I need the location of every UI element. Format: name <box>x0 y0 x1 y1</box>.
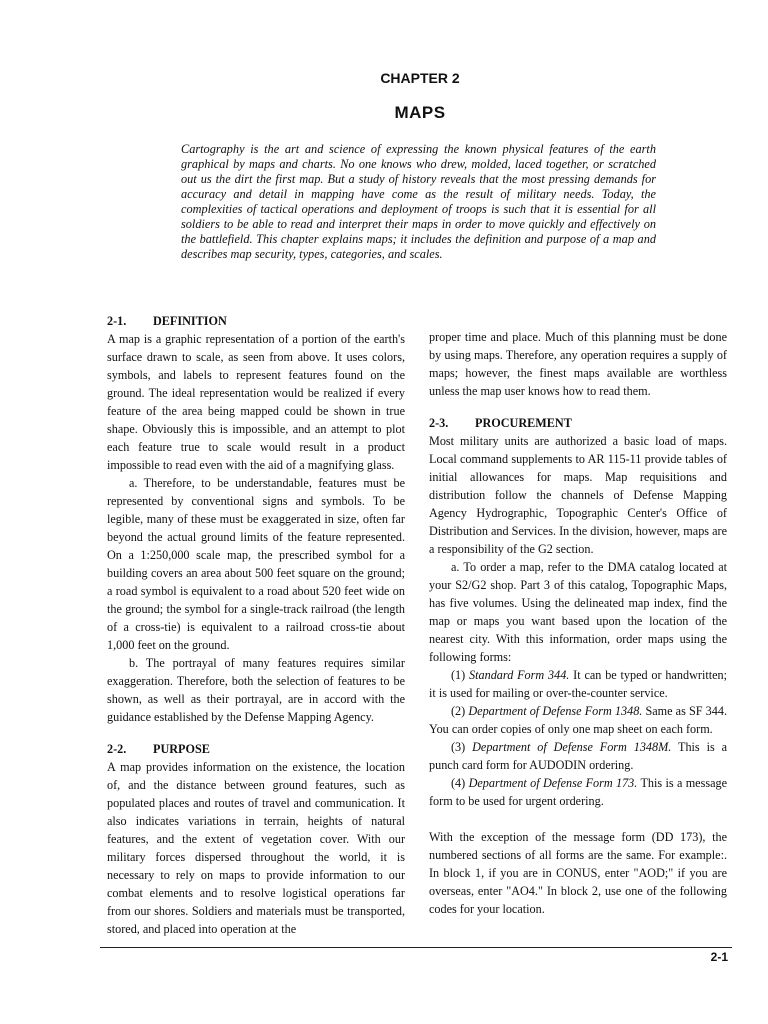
section-number: 2-3. <box>429 416 449 430</box>
form-item <box>429 738 727 774</box>
form-name: Department of Defense Form 173. <box>468 776 638 790</box>
purpose-paragraph-continued: proper time and place. Much of this planning must be done by using maps. Therefore, any operation requires a supply of maps; however, the finest maps available are worthless unless the map user knows how to read them. <box>429 330 727 398</box>
form-item <box>429 774 727 810</box>
purpose-paragraph: A map provides information on the existence, the location of, and the distance between ground features, such as populated places and routes of travel and communication. It also indicates variations in terrain, heights of natural features, and the extent of vegetation cover. With our military forces dispersed throughout the world, it is necessary to rely on maps to provide information to our combat elements and to resolve logistical operations far from our shores. Soldiers and materials must be transported, stored, and placed into operation at the <box>107 760 405 936</box>
procurement-paragraph: Most military units are authorized a basic load of maps. Local command supplements to AR 115-11 provide tables of initial allowances for maps. Map requisitions and distribution follow the channels of Defense Mapping Agency Hydrographic, Topographic Center's Office of Distribution and Services. In the division, however, maps are a responsibility of the G2 section. <box>429 434 727 556</box>
form-description: This is a message form to be used for urgent ordering. <box>429 776 727 808</box>
chapter-title: MAPS <box>394 103 446 122</box>
form-number: (2) <box>451 704 466 718</box>
form-name: Department of Defense Form 1348M. <box>472 740 672 754</box>
form-name: Standard Form 344. <box>469 668 570 682</box>
section-title: PROCUREMENT <box>475 416 572 430</box>
section-title: PURPOSE <box>153 742 210 756</box>
footer-rule <box>100 947 732 948</box>
form-number: (4) <box>451 776 466 790</box>
section-heading-definition <box>107 312 405 330</box>
form-description: Same as SF 344. You can order copies of only one map sheet on each form. <box>429 704 727 736</box>
procurement-paragraph-exception: With the exception of the message form (DD 173), the numbered sections of all forms are the same. For example:. In block 1, if you are in CONUS, enter "AOD;" if you are overseas, enter "AO4." In block 2, use one of the following codes for your location. <box>429 830 727 916</box>
intro-paragraph: Cartography is the art and science of expressing the known physical features of the earth graphical by maps and charts. No one knows who drew, molded, laced together, or scratched out us the dirt the first map. But a study of history reveals that the most pressing demands for accuracy and detail in mapping have come as the result of military needs. Today, the complexities of tactical operations and deployment of troops is such that it is essential for all soldiers to be able to read and interpret their maps in order to move quickly and effectively on the battlefield. This chapter explains maps; it includes the definition and purpose of a map and describes map security, types, categories, and scales. <box>181 142 656 261</box>
left-column <box>107 312 405 938</box>
page-number: 2-1 <box>710 950 728 964</box>
definition-paragraph-a: a. Therefore, to be understandable, features must be represented by conventional signs and symbols. To be legible, many of these must be exaggerated in size, often far beyond the actual ground limits of the feature represented. On a 1:250,000 scale map, the prescribed symbol for a building covers an area about 500 feet square on the ground; a road symbol is equivalent to a road about 520 feet wide on the ground; the symbol for a single-track railroad (the length of a cross-tie) is equivalent to a railroad cross-tie about 1,000 feet on the ground. <box>107 476 405 652</box>
form-item <box>429 666 727 702</box>
form-number: (3) <box>451 740 466 754</box>
section-heading-procurement <box>429 414 727 432</box>
form-number: (1) <box>451 668 466 682</box>
definition-paragraph-b: b. The portrayal of many features requires similar exaggeration. Therefore, both the selection of features to be shown, as well as their portrayal, are in accord with the guidance established by the Defense Mapping Agency. <box>107 656 405 724</box>
section-number: 2-1. <box>107 314 127 328</box>
form-name: Department of Defense Form 1348. <box>468 704 643 718</box>
section-number: 2-2. <box>107 742 127 756</box>
definition-paragraph: A map is a graphic representation of a portion of the earth's surface drawn to scale, as seen from above. It uses colors, symbols, and labels to represent features found on the ground. The ideal representation would be realized if every feature of the area being mapped could be shown in true shape. Obviously this is impossible, and an attempt to plot each feature true to scale would result in a product impossible to read even with the aid of a magnifying glass. <box>107 332 405 472</box>
form-description: This is a punch card form for AUDODIN ordering. <box>429 740 728 772</box>
section-title: DEFINITION <box>153 314 227 328</box>
section-heading-purpose <box>107 740 405 758</box>
right-column <box>429 328 727 918</box>
form-item <box>429 702 727 738</box>
form-description: It can be typed or handwritten; it is used for mailing or over-the-counter service. <box>429 668 728 700</box>
procurement-paragraph-a: a. To order a map, refer to the DMA catalog located at your S2/G2 shop. Part 3 of this catalog, Topographic Maps, has five volumes. Using the delineated map index, find the map or maps you want based upon the location of the nearest city. With this information, order maps using the following forms: <box>429 560 727 664</box>
chapter-label: CHAPTER 2 <box>380 70 460 86</box>
